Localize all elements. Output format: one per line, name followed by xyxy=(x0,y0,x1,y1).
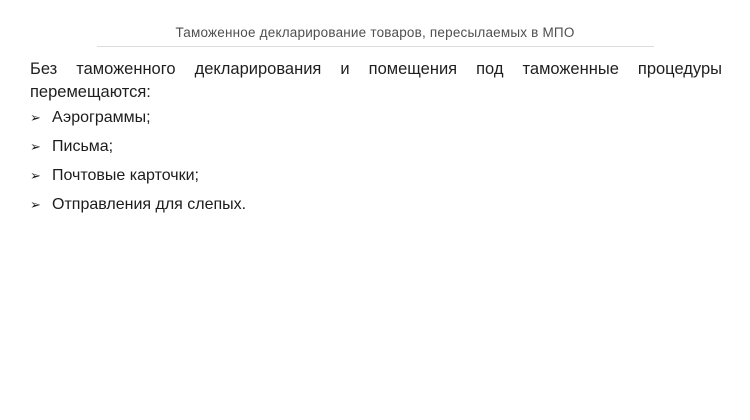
list-item-label: Отправления для слепых. xyxy=(52,196,247,213)
arrow-bullet-icon: ➢ xyxy=(30,169,41,184)
arrow-bullet-icon: ➢ xyxy=(30,140,41,155)
list-item-label: Почтовые карточки; xyxy=(52,167,199,184)
title-divider-line xyxy=(97,46,654,47)
body-paragraph-line-2: перемещаются: xyxy=(30,83,151,101)
list-item-label: Аэрограммы; xyxy=(52,109,151,126)
list-item-label: Письма; xyxy=(52,138,114,155)
body-paragraph-line-1: Без таможенного декларирования и помещения под таможенные процедуры xyxy=(30,60,722,78)
arrow-bullet-icon: ➢ xyxy=(30,111,41,126)
list-item xyxy=(30,132,730,161)
slide-title: Таможенное декларирование товаров, пересылаемых в МПО xyxy=(175,25,575,40)
arrow-bullet-icon: ➢ xyxy=(30,198,41,213)
body-paragraph xyxy=(30,58,722,104)
bullet-list xyxy=(30,103,730,219)
list-item xyxy=(30,103,730,132)
list-item xyxy=(30,190,730,219)
list-item xyxy=(30,161,730,190)
